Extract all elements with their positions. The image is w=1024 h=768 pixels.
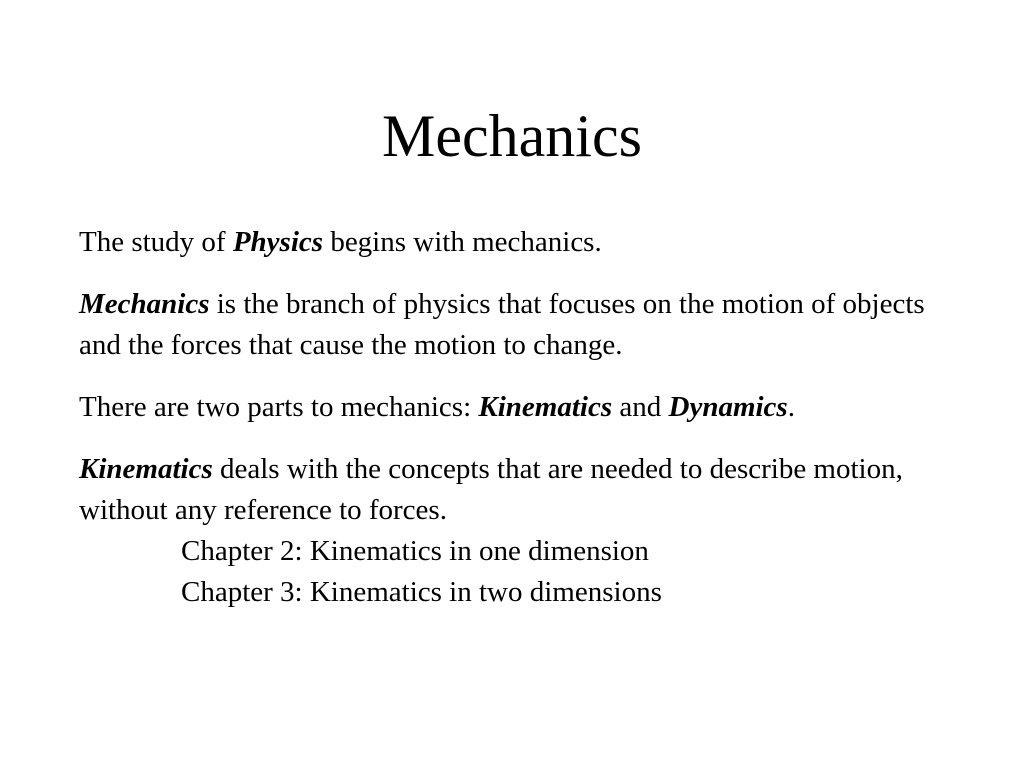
intro-prefix: The study of — [79, 226, 233, 258]
chapter-3-line: Chapter 3: Kinematics in two dimensions — [181, 576, 662, 608]
kinematics-emphasis: Kinematics — [478, 391, 613, 423]
two-parts-middle: and — [612, 391, 669, 423]
kinematics-definition-emphasis: Kinematics — [79, 453, 213, 485]
intro-emphasis-physics: Physics — [232, 226, 324, 258]
mechanics-definition-text: is the branch of physics that focuses on the motion of objects and the forces that cause the motion to change. — [79, 288, 925, 361]
kinematics-definition-text: deals with the concepts that are needed to describe motion, without any reference to forces. — [79, 453, 903, 526]
slide-body — [79, 222, 959, 634]
chapter-2-line: Chapter 2: Kinematics in one dimension — [181, 535, 649, 567]
slide-title: Mechanics — [382, 103, 642, 169]
paragraph-kinematics-definition — [79, 449, 959, 613]
two-parts-prefix: There are two parts to mechanics: — [79, 391, 479, 423]
dynamics-emphasis: Dynamics — [668, 391, 788, 423]
paragraph-mechanics-definition — [79, 284, 959, 366]
paragraph-two-parts — [79, 387, 959, 428]
intro-suffix: begins with mechanics. — [323, 226, 602, 258]
two-parts-suffix: . — [787, 391, 795, 423]
paragraph-intro — [79, 222, 959, 263]
mechanics-emphasis: Mechanics — [79, 288, 210, 320]
